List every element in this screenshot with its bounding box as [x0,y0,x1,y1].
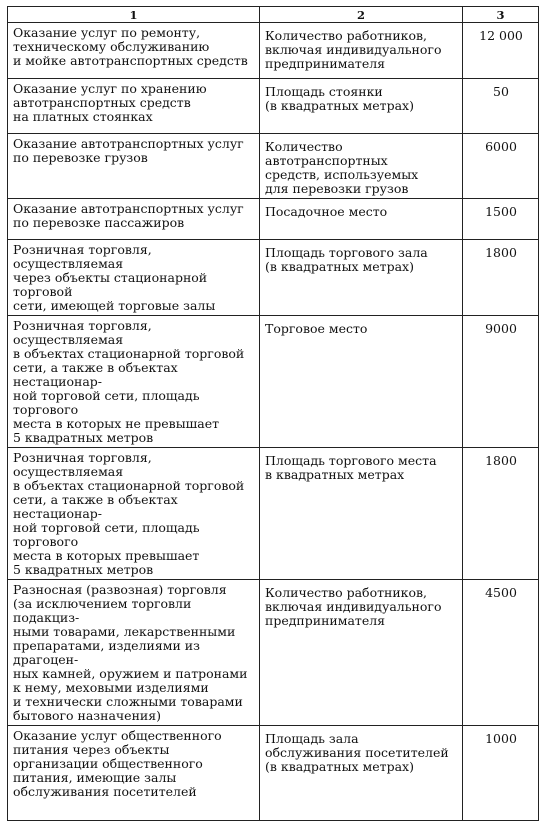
activity-cell: Оказание услуг по ремонту, техническому обслуживанию и мойке автотранспортных средств [8,23,260,79]
activity-cell: Оказание автотранспортных услуг по перевозке пассажиров [8,199,260,240]
value-cell: 1000 [463,726,539,821]
indicator-cell: Площадь зала обслуживания посетителей (в квадратных метрах) [260,726,463,821]
table-row [8,448,539,580]
activity-cell: Розничная торговля, осуществляемая в объектах стационарной торговой сети, а также в объектах нестационар- ной торговой сети, площадь торгового места в которых превышает 5 квадратных метров [8,448,260,580]
activity-cell: Розничная торговля, осуществляемая через объекты стационарной торговой сети, имеющей торговые залы [8,240,260,316]
value-cell: 1800 [463,240,539,316]
table-row [8,316,539,448]
value-cell: 50 [463,79,539,134]
value-cell: 12 000 [463,23,539,79]
table-header-row [8,7,539,23]
indicator-cell: Площадь стоянки (в квадратных метрах) [260,79,463,134]
table-row [8,726,539,821]
activity-cell: Розничная торговля, осуществляемая в объектах стационарной торговой сети, а также в объектах нестационар- ной торговой сети, площадь торгового места в которых не превышает 5 квадратных метров [8,316,260,448]
column-header-1: 1 [8,7,260,23]
table-row [8,240,539,316]
value-cell: 4500 [463,580,539,726]
table-row [8,23,539,79]
indicator-cell: Торговое место [260,316,463,448]
indicator-cell: Количество работников, включая индивидуального предпринимателя [260,23,463,79]
activity-cell: Оказание автотранспортных услуг по перевозке грузов [8,134,260,199]
value-cell: 9000 [463,316,539,448]
indicator-cell: Площадь торгового зала (в квадратных метрах) [260,240,463,316]
table-row [8,199,539,240]
tax-rate-table [7,6,539,821]
column-header-2: 2 [260,7,463,23]
value-cell: 1500 [463,199,539,240]
activity-cell: Оказание услуг по хранению автотранспортных средств на платных стоянках [8,79,260,134]
table-row [8,79,539,134]
column-header-3: 3 [463,7,539,23]
indicator-cell: Количество автотранспортных средств, используемых для перевозки грузов [260,134,463,199]
indicator-cell: Площадь торгового места в квадратных метрах [260,448,463,580]
table-row [8,134,539,199]
value-cell: 6000 [463,134,539,199]
indicator-cell: Количество работников, включая индивидуального предпринимателя [260,580,463,726]
activity-cell: Разносная (развозная) торговля (за исключением торговли подакциз- ными товарами, лекарственными препаратами, изделиями из драгоцен- ных камней, оружием и патронами к нему, меховыми изделиями и технически сложными товарами бытового назначения) [8,580,260,726]
value-cell: 1800 [463,448,539,580]
indicator-cell: Посадочное место [260,199,463,240]
activity-cell: Оказание услуг общественного питания через объекты организации общественного питания, имеющие залы обслуживания посетителей [8,726,260,821]
table-row [8,580,539,726]
